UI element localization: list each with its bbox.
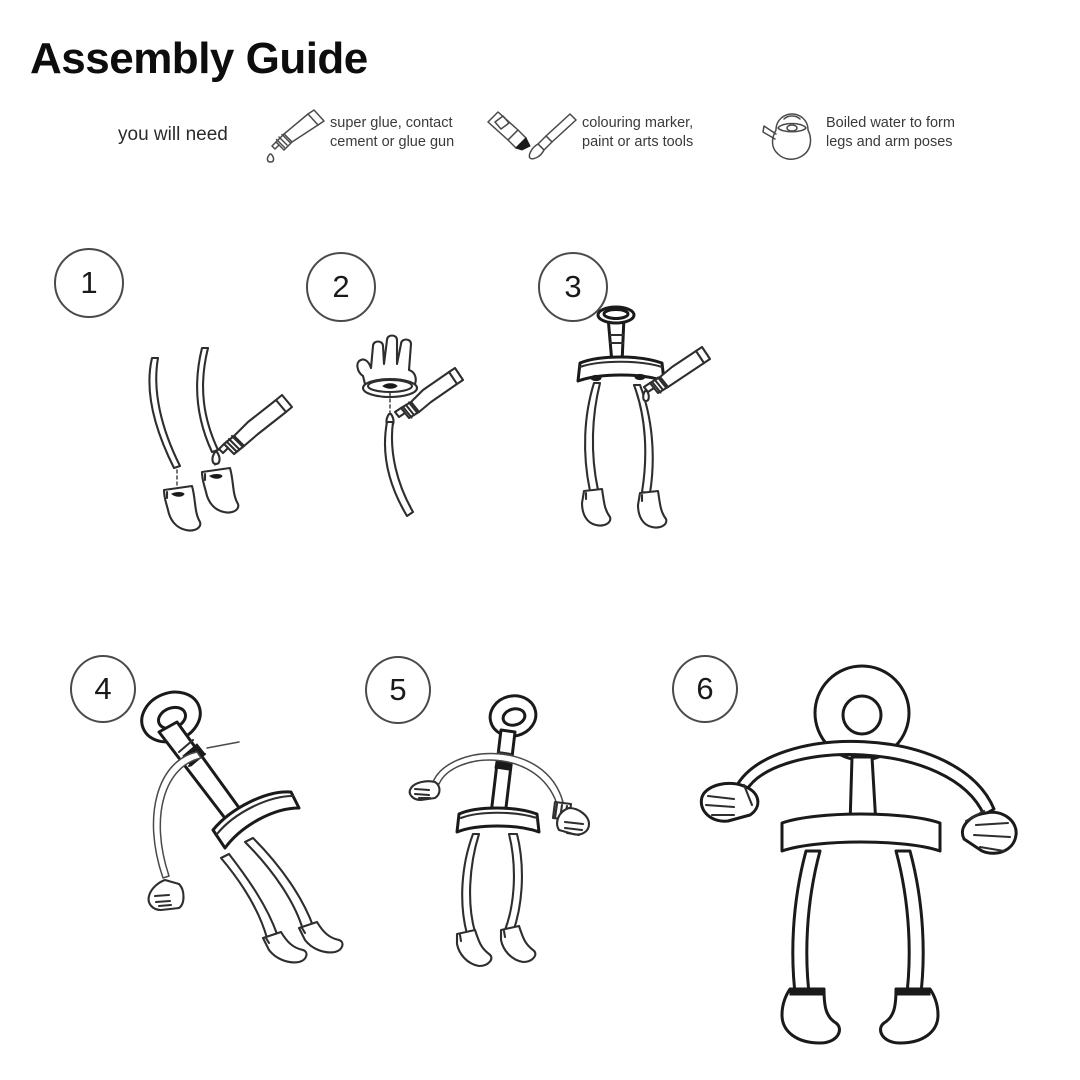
glue-tube-icon <box>262 108 328 164</box>
step-number-4: 4 <box>70 655 136 723</box>
material-label-glue-line2: cement or glue gun <box>330 134 455 150</box>
step-number-6: 6 <box>672 655 738 723</box>
material-label-boiled-water-line1: Boiled water to form <box>826 115 955 131</box>
material-label-colouring-line2: paint or arts tools <box>582 134 694 150</box>
material-label-boiled-water <box>826 114 955 152</box>
step-illustration-5 <box>405 690 605 940</box>
material-label-glue <box>330 114 454 152</box>
step-illustration-3 <box>578 305 758 555</box>
step-number-3: 3 <box>538 252 608 322</box>
material-label-colouring-line1: colouring marker, <box>582 115 694 131</box>
material-label-glue-line1: super glue, contact <box>330 115 453 131</box>
step-number-1: 1 <box>54 248 124 318</box>
you-will-need-label: you will need <box>118 124 228 145</box>
marker-and-paintbrush-icon <box>484 108 580 164</box>
step-number-5: 5 <box>365 656 431 724</box>
material-label-colouring <box>582 114 693 152</box>
step-illustration-4 <box>135 690 385 950</box>
step-illustration-1 <box>130 340 300 530</box>
page-title: Assembly Guide <box>30 34 368 83</box>
step-number-2: 2 <box>306 252 376 322</box>
step-illustration-6 <box>700 665 1020 1005</box>
kettle-icon <box>758 108 824 164</box>
material-label-boiled-water-line2: legs and arm poses <box>826 134 953 150</box>
materials-list <box>0 108 1080 170</box>
step-illustration-2 <box>345 330 505 530</box>
